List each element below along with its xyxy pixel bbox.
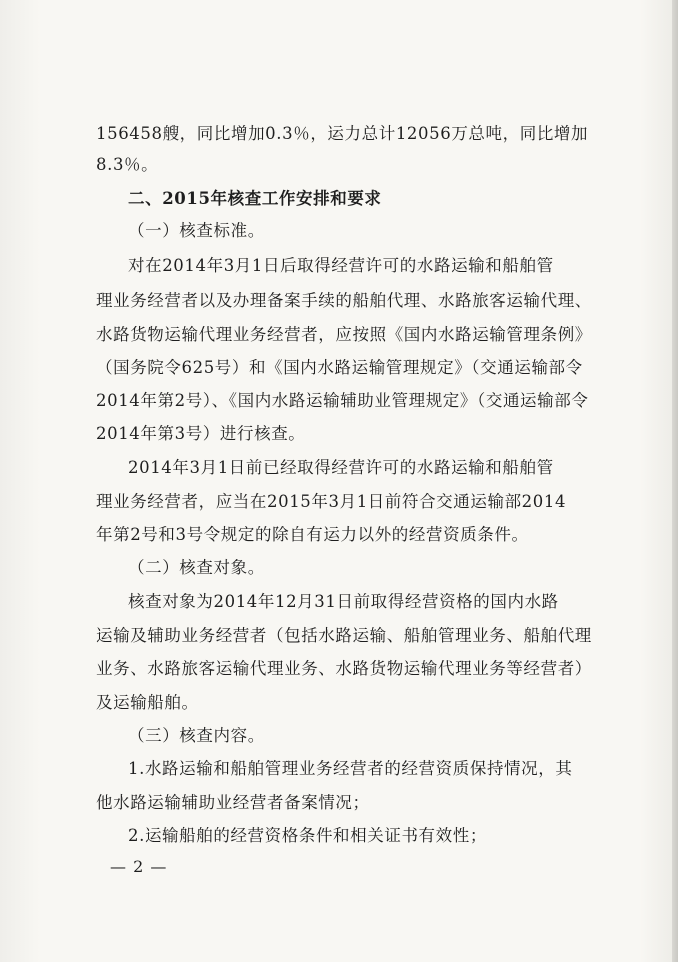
text-line: 理业务经营者，应当在2015年3月1日前符合交通运输部2014 <box>96 492 567 511</box>
text-line: 2014年第2号）、《国内水路运输辅助业管理规定》（交通运输部令 <box>96 391 589 410</box>
text-line: 理业务经营者以及办理备案手续的船舶代理、水路旅客运输代理、 <box>96 291 592 310</box>
text-line: 水路货物运输代理业务经营者，应按照《国内水路运输管理条例》 <box>96 325 592 344</box>
text-line: 他水路运输辅助业经营者备案情况； <box>96 793 370 812</box>
text-line: 年第2号和3号令规定的除自有运力以外的经营资质条件。 <box>96 525 529 544</box>
text-line: 2.运输船舶的经营资格条件和相关证书有效性； <box>128 826 487 845</box>
subsection-heading: （三）核查内容。 <box>128 726 265 745</box>
text-line: （国务院令625号）和《国内水路运输管理规定》（交通运输部令 <box>96 358 583 377</box>
text-line: 2014年3月1日前已经取得经营许可的水路运输和船舶管 <box>128 458 554 477</box>
text-line: 对在2014年3月1日后取得经营许可的水路运输和船舶管 <box>128 256 554 275</box>
page-number: — 2 — <box>110 857 168 876</box>
section-heading: 二、2015年核查工作安排和要求 <box>128 189 382 208</box>
text-line: 8.3％。 <box>96 155 159 174</box>
text-line: 156458艘，同比增加0.3％，运力总计12056万总吨，同比增加 <box>96 124 589 143</box>
text-line: 及运输船舶。 <box>96 693 199 712</box>
text-line: 核查对象为2014年12月31日前取得经营资格的国内水路 <box>128 592 559 611</box>
text-line: 运输及辅助业务经营者（包括水路运输、船舶管理业务、船舶代理 <box>96 626 592 645</box>
text-line: 1.水路运输和船舶管理业务经营者的经营资质保持情况，其 <box>128 759 573 778</box>
text-line: 业务、水路旅客运输代理业务、水路货物运输代理业务等经营者） <box>96 659 592 678</box>
subsection-heading: （二）核查对象。 <box>128 558 265 577</box>
text-line: 2014年第3号）进行核查。 <box>96 424 306 443</box>
subsection-heading: （一）核查标准。 <box>128 221 265 240</box>
page-edge <box>672 0 678 962</box>
